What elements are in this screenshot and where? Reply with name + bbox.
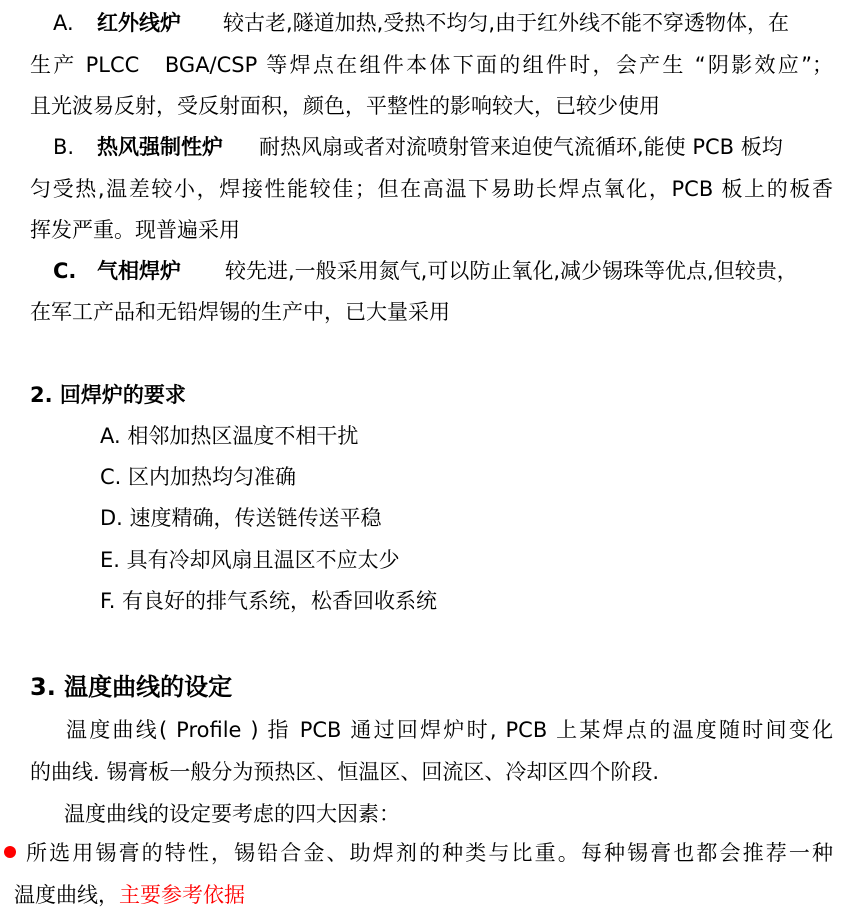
section3-para1-line2: 的曲线. 锡膏板一般分为预热区、恒温区、回流区、冷却区四个阶段.: [30, 760, 660, 784]
item-b-text: 耐热风扇或者对流喷射管来迫使气流循环,能使 PCB 板均: [259, 135, 783, 159]
item-c-title: 气相焊炉: [97, 259, 181, 283]
item-c-text: 较先进,一般采用氮气,可以防止氧化,减少锡珠等优点,但较贵，: [225, 259, 798, 283]
item-a-title: 红外线炉: [97, 11, 181, 35]
section3-bullet-line2: [14, 880, 851, 910]
item-a-line3: 且光波易反射，受反射面积，颜色，平整性的影响较大，已较少使用: [30, 94, 660, 118]
requirement-item-a: A. 相邻加热区温度不相干扰: [100, 424, 359, 448]
section3-bullet-line1: 所选用锡膏的特性，锡铅合金、助焊剂的种类与比重。每种锡膏也都会推荐一种: [26, 841, 833, 865]
item-c-label: C.: [53, 259, 77, 283]
requirement-item-d: D. 速度精确，传送链传送平稳: [100, 506, 382, 530]
item-a-line2: 生产 PLCC BGA/CSP 等焊点在组件本体下面的组件时，会产生 “阴影效应”；: [30, 53, 833, 77]
requirement-item-c: C. 区内加热均匀准确: [100, 465, 297, 489]
item-a-label: A.: [53, 11, 74, 35]
item-c-line2: 在军工产品和无铅焊锡的生产中，已大量采用: [30, 300, 450, 324]
section3-heading: 3. 温度曲线的设定: [30, 673, 233, 701]
item-b-label: B.: [53, 135, 75, 159]
red-bullet-icon: [4, 846, 16, 858]
item-b-line2: 匀受热,温差较小，焊接性能较佳；但在高温下易助长焊点氧化，PCB 板上的板香: [30, 177, 833, 201]
section2-heading: 2. 回焊炉的要求: [30, 383, 186, 407]
item-b-title: 热风强制性炉: [97, 135, 223, 159]
bullet-line2-prefix: 温度曲线，: [14, 883, 119, 907]
item-a-line1: [53, 8, 833, 38]
item-a-text: 较古老,隧道加热,受热不均匀,由于红外线不能不穿透物体，在: [223, 11, 790, 35]
bullet-line2-emphasis: 主要参考依据: [119, 883, 245, 907]
requirement-item-f: F. 有良好的排气系统，松香回收系统: [100, 589, 438, 613]
item-b-line1: [53, 132, 833, 162]
section3-para1-line1: 温度曲线( Profile ) 指 PCB 通过回焊炉时, PCB 上某焊点的温度随时间变化: [66, 718, 833, 742]
item-b-line3: 挥发严重。现普遍采用: [30, 218, 240, 242]
requirement-item-e: E. 具有冷却风扇且温区不应太少: [100, 548, 400, 572]
section3-para2: 温度曲线的设定要考虑的四大因素：: [64, 802, 400, 826]
item-c-line1: [53, 256, 833, 286]
